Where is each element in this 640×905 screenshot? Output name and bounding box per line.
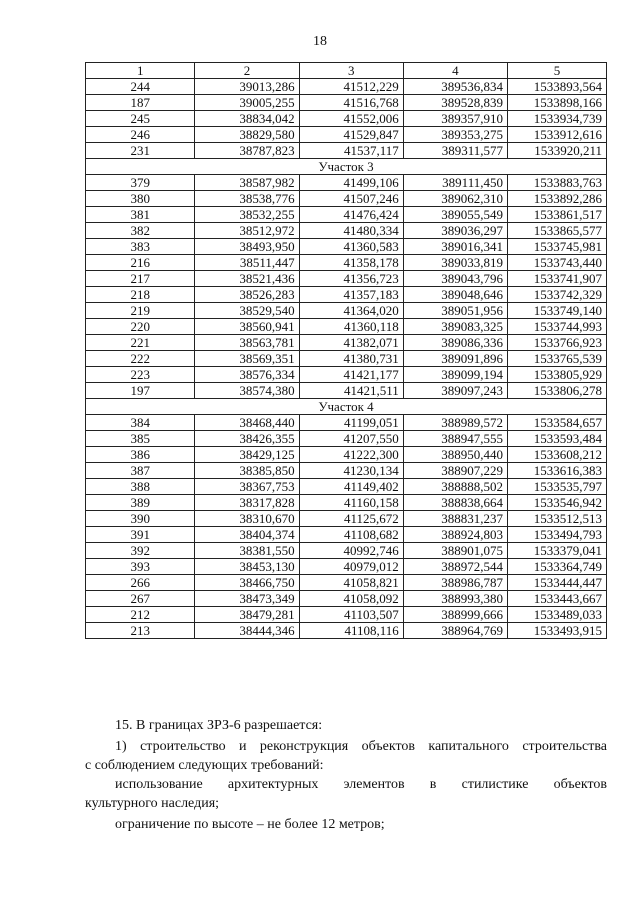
table-row: [86, 303, 607, 319]
table-row: [86, 127, 607, 143]
table-row: [86, 79, 607, 95]
coordinate-cell: 389016,341: [403, 239, 507, 255]
coordinate-cell: 38521,436: [195, 271, 299, 287]
coordinate-cell: 389051,956: [403, 303, 507, 319]
coordinate-cell: 388964,769: [403, 623, 507, 639]
point-number-cell: 391: [86, 527, 195, 543]
point-number-cell: 244: [86, 79, 195, 95]
point-number-cell: 219: [86, 303, 195, 319]
point-number-cell: 197: [86, 383, 195, 399]
table-section-row: [86, 159, 607, 175]
point-number-cell: 382: [86, 223, 195, 239]
coordinate-cell: 1533912,616: [507, 127, 606, 143]
coordinate-cell: 388924,803: [403, 527, 507, 543]
point-number-cell: 213: [86, 623, 195, 639]
point-number-cell: 386: [86, 447, 195, 463]
coordinate-cell: 1533493,915: [507, 623, 606, 639]
coordinate-cell: 1533883,763: [507, 175, 606, 191]
coordinate-cell: 41360,118: [299, 319, 403, 335]
point-number-cell: 381: [86, 207, 195, 223]
coordinate-cell: 1533546,942: [507, 495, 606, 511]
coordinate-cell: 38381,550: [195, 543, 299, 559]
coordinate-cell: 38493,950: [195, 239, 299, 255]
table-row: [86, 591, 607, 607]
coordinate-cell: 38574,380: [195, 383, 299, 399]
coordinate-cell: 38385,850: [195, 463, 299, 479]
point-number-cell: 392: [86, 543, 195, 559]
point-number-cell: 266: [86, 575, 195, 591]
coordinate-cell: 1533805,929: [507, 367, 606, 383]
coordinate-cell: 389091,896: [403, 351, 507, 367]
coordinate-cell: 41507,246: [299, 191, 403, 207]
coordinate-cell: 389086,336: [403, 335, 507, 351]
coordinate-cell: 1533893,564: [507, 79, 606, 95]
coordinate-cell: 38317,828: [195, 495, 299, 511]
coordinate-cell: 39013,286: [195, 79, 299, 95]
coordinate-cell: 1533745,981: [507, 239, 606, 255]
section-label: Участок 3: [86, 159, 607, 175]
point-number-cell: 222: [86, 351, 195, 367]
coordinate-cell: 38466,750: [195, 575, 299, 591]
coordinate-cell: 1533444,447: [507, 575, 606, 591]
coordinate-cell: 1533766,923: [507, 335, 606, 351]
point-number-cell: 383: [86, 239, 195, 255]
coordinate-cell: 1533593,484: [507, 431, 606, 447]
coordinate-cell: 41360,583: [299, 239, 403, 255]
coordinate-cell: 388888,502: [403, 479, 507, 495]
table-section-row: [86, 399, 607, 415]
column-header: 2: [195, 63, 299, 79]
table-body: [86, 79, 607, 639]
coordinate-cell: 38444,346: [195, 623, 299, 639]
point-number-cell: 380: [86, 191, 195, 207]
coordinate-cell: 38587,982: [195, 175, 299, 191]
coordinate-cell: 1533865,577: [507, 223, 606, 239]
table-row: [86, 527, 607, 543]
coordinate-cell: 388972,544: [403, 559, 507, 575]
point-number-cell: 388: [86, 479, 195, 495]
coordinate-cell: 38576,334: [195, 367, 299, 383]
coordinate-cell: 38367,753: [195, 479, 299, 495]
coordinate-cell: 41358,178: [299, 255, 403, 271]
column-header: 1: [86, 63, 195, 79]
coordinate-cell: 41356,723: [299, 271, 403, 287]
coordinate-cell: 41357,183: [299, 287, 403, 303]
coordinate-cell: 389033,819: [403, 255, 507, 271]
coordinate-cell: 38404,374: [195, 527, 299, 543]
table-row: [86, 287, 607, 303]
point-number-cell: 218: [86, 287, 195, 303]
point-number-cell: 246: [86, 127, 195, 143]
coordinate-cell: 388993,380: [403, 591, 507, 607]
coordinate-cell: 1533861,517: [507, 207, 606, 223]
coordinate-cell: 1533898,166: [507, 95, 606, 111]
coordinate-cell: 38426,355: [195, 431, 299, 447]
table-row: [86, 319, 607, 335]
table-header-row: [86, 63, 607, 79]
coordinate-cell: 41103,507: [299, 607, 403, 623]
point-number-cell: 221: [86, 335, 195, 351]
coordinate-cell: 38538,776: [195, 191, 299, 207]
coordinate-cell: 41125,672: [299, 511, 403, 527]
coordinate-cell: 38834,042: [195, 111, 299, 127]
coordinate-cell: 41552,006: [299, 111, 403, 127]
coordinate-cell: 1533584,657: [507, 415, 606, 431]
coordinate-cell: 1533494,793: [507, 527, 606, 543]
coordinate-cell: 389055,549: [403, 207, 507, 223]
table-row: [86, 239, 607, 255]
coordinate-cell: 38468,440: [195, 415, 299, 431]
coordinate-cell: 388838,664: [403, 495, 507, 511]
coordinate-cell: 1533765,539: [507, 351, 606, 367]
coordinate-cell: 389043,796: [403, 271, 507, 287]
table-row: [86, 447, 607, 463]
table-row: [86, 111, 607, 127]
table-row: [86, 191, 607, 207]
coordinates-table: [85, 62, 607, 639]
table-row: [86, 367, 607, 383]
point-number-cell: 390: [86, 511, 195, 527]
coordinate-cell: 388989,572: [403, 415, 507, 431]
table-row: [86, 415, 607, 431]
coordinate-cell: 41199,051: [299, 415, 403, 431]
table-row: [86, 511, 607, 527]
coordinate-cell: 1533742,329: [507, 287, 606, 303]
coordinate-cell: 388831,237: [403, 511, 507, 527]
column-header: 3: [299, 63, 403, 79]
coordinate-cell: 38563,781: [195, 335, 299, 351]
point-number-cell: 223: [86, 367, 195, 383]
coordinate-cell: 41108,682: [299, 527, 403, 543]
table-row: [86, 575, 607, 591]
point-number-cell: 393: [86, 559, 195, 575]
section-heading: 15. В границах ЗРЗ-6 разрешается:: [115, 718, 323, 733]
coordinate-cell: 41230,134: [299, 463, 403, 479]
coordinate-cell: 40992,746: [299, 543, 403, 559]
point-number-cell: 379: [86, 175, 195, 191]
point-number-cell: 187: [86, 95, 195, 111]
coordinate-cell: 1533535,797: [507, 479, 606, 495]
coordinate-cell: 1533743,440: [507, 255, 606, 271]
table-row: [86, 559, 607, 575]
point-number-cell: 385: [86, 431, 195, 447]
coordinate-cell: 389311,577: [403, 143, 507, 159]
paragraph-line: использование архитектурных элементов в стилистике объектов: [115, 777, 607, 792]
coordinate-cell: 38560,941: [195, 319, 299, 335]
table-row: [86, 335, 607, 351]
coordinate-cell: 389536,834: [403, 79, 507, 95]
table-row: [86, 463, 607, 479]
point-number-cell: 231: [86, 143, 195, 159]
table-row: [86, 351, 607, 367]
column-header: 4: [403, 63, 507, 79]
point-number-cell: 212: [86, 607, 195, 623]
table-row: [86, 383, 607, 399]
point-number-cell: 389: [86, 495, 195, 511]
coordinate-cell: 1533744,993: [507, 319, 606, 335]
table-row: [86, 207, 607, 223]
coordinate-cell: 38532,255: [195, 207, 299, 223]
point-number-cell: 217: [86, 271, 195, 287]
page-number: 18: [313, 34, 327, 49]
coordinate-cell: 389353,275: [403, 127, 507, 143]
column-header: 5: [507, 63, 606, 79]
point-number-cell: 220: [86, 319, 195, 335]
coordinate-cell: 41529,847: [299, 127, 403, 143]
paragraph-line: ограничение по высоте – не более 12 метров;: [115, 817, 385, 832]
coordinate-cell: 389528,839: [403, 95, 507, 111]
coordinate-cell: 388986,787: [403, 575, 507, 591]
coordinate-cell: 1533892,286: [507, 191, 606, 207]
section-label: Участок 4: [86, 399, 607, 415]
coordinate-cell: 41421,511: [299, 383, 403, 399]
coordinate-cell: 41512,229: [299, 79, 403, 95]
coordinate-cell: 389357,910: [403, 111, 507, 127]
coordinate-cell: 1533608,212: [507, 447, 606, 463]
coordinate-cell: 38829,580: [195, 127, 299, 143]
coordinate-cell: 388947,555: [403, 431, 507, 447]
coordinate-cell: 40979,012: [299, 559, 403, 575]
coordinate-cell: 389036,297: [403, 223, 507, 239]
coordinate-cell: 1533443,667: [507, 591, 606, 607]
table-row: [86, 479, 607, 495]
coordinate-cell: 41149,402: [299, 479, 403, 495]
coordinate-cell: 389062,310: [403, 191, 507, 207]
coordinate-cell: 39005,255: [195, 95, 299, 111]
coordinate-cell: 38479,281: [195, 607, 299, 623]
table-row: [86, 607, 607, 623]
coordinate-cell: 1533741,907: [507, 271, 606, 287]
coordinate-cell: 1533364,749: [507, 559, 606, 575]
coordinate-cell: 41207,550: [299, 431, 403, 447]
coordinate-cell: 41516,768: [299, 95, 403, 111]
table-row: [86, 95, 607, 111]
coordinate-cell: 41058,092: [299, 591, 403, 607]
paragraph-line: культурного наследия;: [85, 796, 220, 811]
coordinate-cell: 41160,158: [299, 495, 403, 511]
table-row: [86, 223, 607, 239]
coordinate-cell: 1533616,383: [507, 463, 606, 479]
point-number-cell: 216: [86, 255, 195, 271]
coordinate-cell: 1533806,278: [507, 383, 606, 399]
coordinate-cell: 41058,821: [299, 575, 403, 591]
coordinate-cell: 38429,125: [195, 447, 299, 463]
point-number-cell: 387: [86, 463, 195, 479]
coordinate-cell: 41380,731: [299, 351, 403, 367]
coordinate-cell: 388907,229: [403, 463, 507, 479]
coordinate-cell: 41421,177: [299, 367, 403, 383]
coordinate-cell: 388999,666: [403, 607, 507, 623]
coordinate-cell: 41222,300: [299, 447, 403, 463]
coordinate-cell: 1533489,033: [507, 607, 606, 623]
coordinate-cell: 38473,349: [195, 591, 299, 607]
coordinate-cell: 389097,243: [403, 383, 507, 399]
coordinate-cell: 41537,117: [299, 143, 403, 159]
coordinate-cell: 38512,972: [195, 223, 299, 239]
coordinate-cell: 38787,823: [195, 143, 299, 159]
point-number-cell: 384: [86, 415, 195, 431]
coordinate-cell: 1533749,140: [507, 303, 606, 319]
coordinate-cell: 41480,334: [299, 223, 403, 239]
coordinate-cell: 38511,447: [195, 255, 299, 271]
coordinate-cell: 1533512,513: [507, 511, 606, 527]
coordinate-cell: 38569,351: [195, 351, 299, 367]
coordinate-cell: 1533920,211: [507, 143, 606, 159]
table-row: [86, 255, 607, 271]
point-number-cell: 267: [86, 591, 195, 607]
coordinate-cell: 41476,424: [299, 207, 403, 223]
coordinate-cell: 389083,325: [403, 319, 507, 335]
coordinate-cell: 388901,075: [403, 543, 507, 559]
coordinate-cell: 1533379,041: [507, 543, 606, 559]
table-row: [86, 175, 607, 191]
table-row: [86, 431, 607, 447]
coordinate-cell: 41382,071: [299, 335, 403, 351]
coordinate-cell: 1533934,739: [507, 111, 606, 127]
paragraph-line: 1) строительство и реконструкция объектов капитального строительства: [115, 739, 607, 754]
coordinate-cell: 389048,646: [403, 287, 507, 303]
point-number-cell: 245: [86, 111, 195, 127]
coordinate-cell: 38310,670: [195, 511, 299, 527]
coordinate-cell: 389111,450: [403, 175, 507, 191]
table-row: [86, 143, 607, 159]
table-row: [86, 623, 607, 639]
paragraph-line: с соблюдением следующих требований:: [85, 758, 324, 773]
coordinate-cell: 41364,020: [299, 303, 403, 319]
coordinate-cell: 41499,106: [299, 175, 403, 191]
coordinate-cell: 388950,440: [403, 447, 507, 463]
table-row: [86, 495, 607, 511]
table-row: [86, 271, 607, 287]
coordinate-cell: 41108,116: [299, 623, 403, 639]
coordinate-cell: 389099,194: [403, 367, 507, 383]
table-row: [86, 543, 607, 559]
coordinate-cell: 38529,540: [195, 303, 299, 319]
coordinate-cell: 38453,130: [195, 559, 299, 575]
coordinate-cell: 38526,283: [195, 287, 299, 303]
